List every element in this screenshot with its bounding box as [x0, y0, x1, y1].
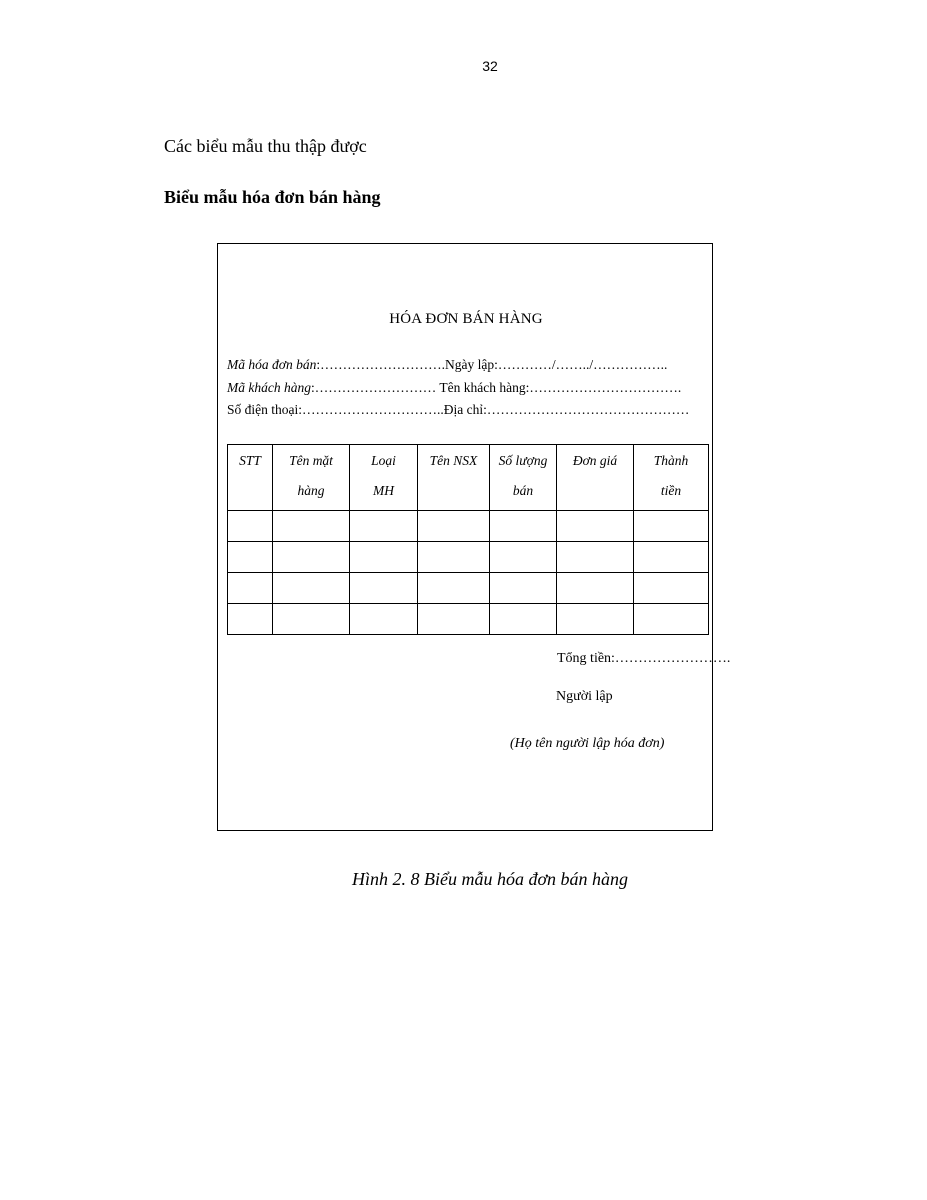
phone-dots: :………………………….. — [298, 402, 444, 417]
address-dots: :……………………………………… — [483, 402, 690, 417]
table-row — [228, 573, 709, 604]
field-line-customer — [227, 380, 681, 396]
header-quantity: Số lượng bán — [490, 445, 557, 511]
invoice-code-label: Mã hóa đơn bán — [227, 357, 317, 372]
table-header-row — [228, 445, 709, 511]
invoice-code-dots: :………………………. — [316, 357, 445, 372]
page-number: 32 — [482, 58, 498, 74]
table-body — [228, 511, 709, 635]
header-stt: STT — [228, 445, 273, 511]
phone-label: Số điện thoại — [227, 402, 299, 417]
customer-name-label: Tên khách hàng — [436, 380, 526, 395]
total-dots: :……………………. — [611, 651, 731, 666]
intro-text: Các biểu mẫu thu thập được — [164, 136, 367, 156]
total-label: Tổng tiền — [557, 651, 612, 666]
address-label: Địa chỉ — [443, 402, 484, 417]
invoice-form-image — [217, 243, 731, 831]
header-product-type: Loại MH — [350, 445, 418, 511]
customer-code-label: Mã khách hàng — [227, 380, 311, 395]
customer-code-dots: :……………………… — [310, 380, 437, 395]
header-amount: Thành tiền — [634, 445, 709, 511]
header-manufacturer: Tên NSX — [418, 445, 490, 511]
field-line-invoice-date — [227, 357, 667, 373]
section-title: Biểu mẫu hóa đơn bán hàng — [164, 187, 381, 207]
header-unit-price: Đơn giá — [557, 445, 634, 511]
customer-name-dots: :……………………………. — [525, 380, 682, 395]
total-line — [557, 651, 730, 667]
date-label: Ngày lập — [444, 357, 495, 372]
signer-note: (Họ tên người lập hóa đơn) — [510, 736, 665, 751]
figure-caption: Hình 2. 8 Biểu mẫu hóa đơn bán hàng — [351, 869, 629, 889]
invoice-items-table — [227, 444, 709, 635]
date-dots: :…………/……../…………….. — [494, 357, 668, 372]
table-row — [228, 542, 709, 573]
table-row — [228, 604, 709, 635]
signer-label: Người lập — [556, 689, 613, 704]
table-row — [228, 511, 709, 542]
invoice-title: HÓA ĐƠN BÁN HÀNG — [389, 311, 543, 327]
header-product-name: Tên mặt hàng — [273, 445, 350, 511]
field-line-contact — [227, 402, 689, 418]
